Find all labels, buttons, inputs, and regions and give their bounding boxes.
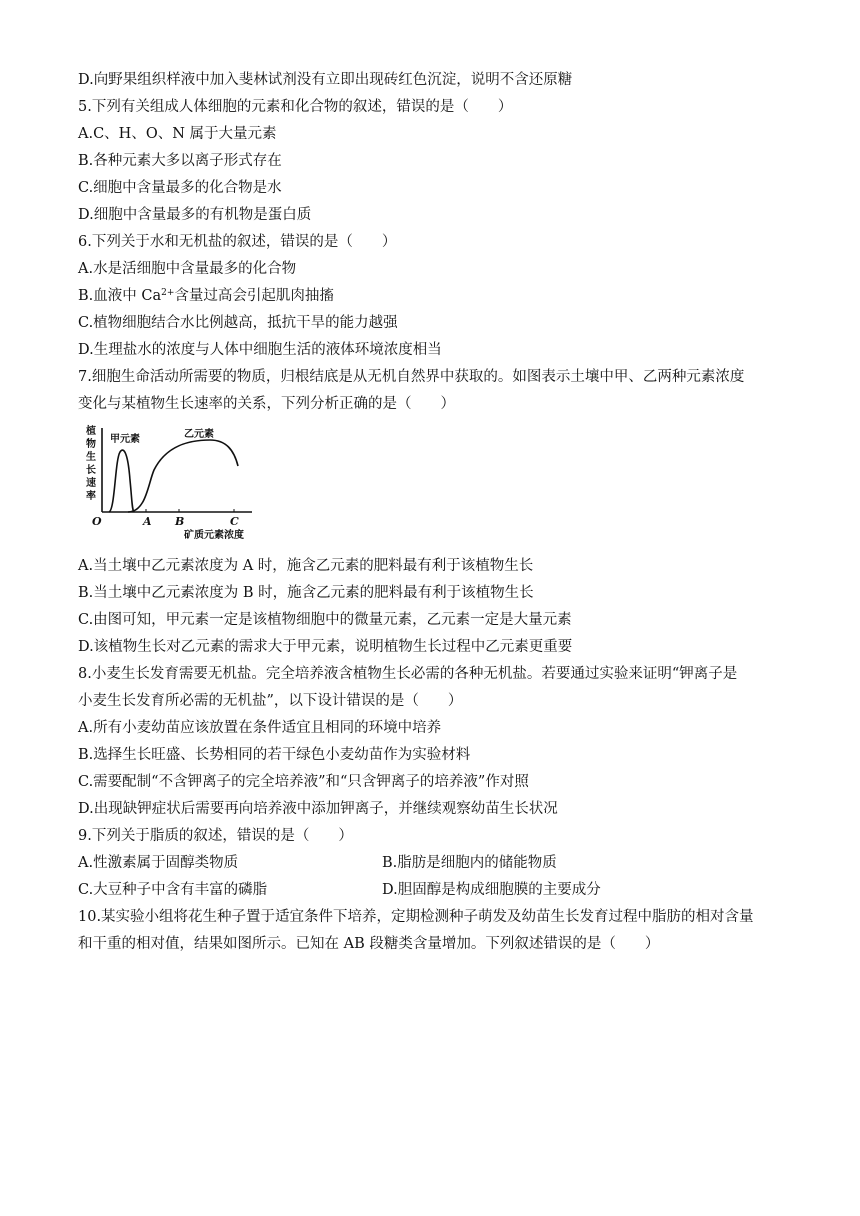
q4-option-d: D.向野果组织样液中加入斐林试剂没有立即出现砖红色沉淀，说明不含还原糖 [78,72,573,88]
q6-option-d: D.生理盐水的浓度与人体中细胞生活的液体环境浓度相当 [78,342,442,358]
q9-stem: 9.下列关于脂质的叙述，错误的是（ ） [78,828,353,844]
q8-option-c: C.需要配制“不含钾离子的完全培养液”和“只含钾离子的培养液”作对照 [78,774,529,790]
q5-option-b: B.各种元素大多以离子形式存在 [78,153,282,169]
q8-option-b: B.选择生长旺盛、长势相同的若干绿色小麦幼苗作为实验材料 [78,747,471,763]
q7-option-b: B.当土壤中乙元素浓度为 B 时，施含乙元素的肥料最有利于该植物生长 [78,585,534,601]
y-label-char: 生 [86,452,96,463]
y-label-char: 植 [86,426,96,437]
q6-stem: 6.下列关于水和无机盐的叙述，错误的是（ ） [78,234,397,250]
q9-option-a: A.性激素属于固醇类物质 [78,855,239,871]
q6-option-b [78,286,334,306]
q7-option-a: A.当土壤中乙元素浓度为 A 时，施含乙元素的肥料最有利于该植物生长 [78,558,534,574]
curve-yi [128,440,238,512]
x-axis-label: 矿质元素浓度 [184,530,244,541]
origin-label: O [92,515,102,528]
y-label-char: 物 [86,439,96,450]
q8-option-d: D.出现缺钾症状后需要再向培养液中添加钾离子，并继续观察幼苗生长状况 [78,801,558,817]
q5-stem: 5.下列有关组成人体细胞的元素和化合物的叙述，错误的是（ ） [78,99,513,115]
tick-label-c: C [230,515,239,528]
charge-superscript: 2+ [161,288,175,298]
q6-option-c: C.植物细胞结合水比例越高，抵抗干旱的能力越强 [78,315,398,331]
y-label-char: 速 [86,478,96,489]
q5-option-c: C.细胞中含量最多的化合物是水 [78,180,282,196]
y-axis-label [86,424,96,502]
q6-option-a: A.水是活细胞中含量最多的化合物 [78,261,297,277]
y-label-char: 长 [86,465,96,476]
q9-option-d: D.胆固醇是构成细胞膜的主要成分 [382,882,601,898]
y-label-char: 率 [86,491,96,502]
curve-jia-label: 甲元素 [110,434,140,445]
q8-stem-line1: 8.小麦生长发育需要无机盐。完全培养液含植物生长必需的各种无机盐。若要通过实验来证明“钾离子是 [78,666,738,682]
element-growth-figure [82,420,272,542]
q9-option-b: B.脂肪是细胞内的储能物质 [382,855,557,871]
q7-option-c: C.由图可知，甲元素一定是该植物细胞中的微量元素，乙元素一定是大量元素 [78,612,572,628]
q6-option-b-prefix: B.血液中 Ca [78,288,162,304]
q7-option-d: D.该植物生长对乙元素的需求大于甲元素，说明植物生长过程中乙元素更重要 [78,639,573,655]
curve-jia [109,450,134,512]
tick-label-b: B [175,515,185,528]
curve-yi-label: 乙元素 [184,429,214,440]
q7-stem-line2: 变化与某植物生长速率的关系，下列分析正确的是（ ） [78,396,455,412]
q10-stem-line1: 10.某实验小组将花生种子置于适宜条件下培养，定期检测种子萌发及幼苗生长发育过程中脂肪的相对含量 [78,909,754,925]
tick-label-a: A [143,515,152,528]
q5-option-d: D.细胞中含量最多的有机物是蛋白质 [78,207,312,223]
q7-stem-line1: 7.细胞生命活动所需要的物质，归根结底是从无机自然界中获取的。如图表示土壤中甲、乙两种元素浓度 [78,369,745,385]
q5-option-a: A.C、H、O、N 属于大量元素 [78,126,277,142]
q9-option-c: C.大豆种子中含有丰富的磷脂 [78,882,268,898]
q8-option-a: A.所有小麦幼苗应该放置在条件适宜且相同的环境中培养 [78,720,442,736]
q10-stem-line2: 和干重的相对值，结果如图所示。已知在 AB 段糖类含量增加。下列叙述错误的是（ ） [78,936,660,952]
q6-option-b-suffix: 含量过高会引起肌肉抽搐 [174,288,334,304]
q8-stem-line2: 小麦生长发育所必需的无机盐”，以下设计错误的是（ ） [78,693,463,709]
